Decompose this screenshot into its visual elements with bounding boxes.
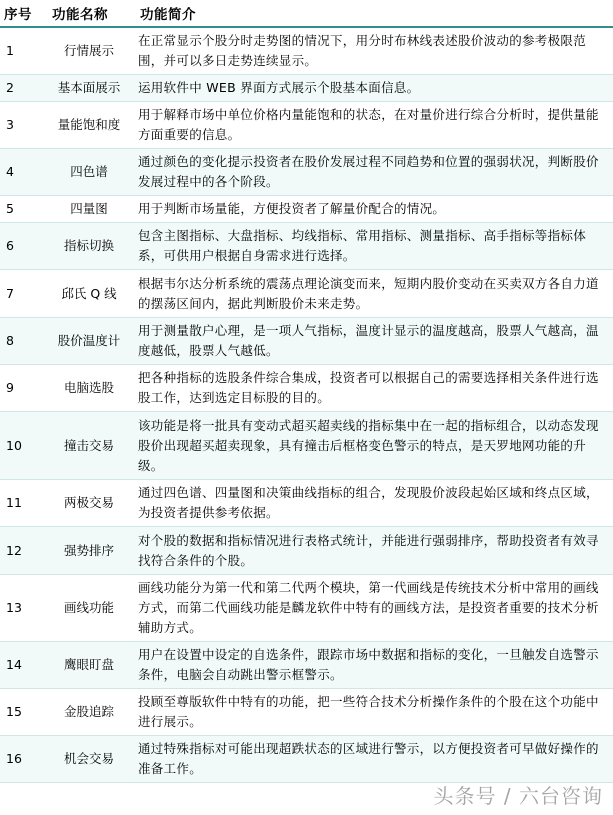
table-body xyxy=(0,27,613,783)
feature-description: 用于测量散户心理，是一项人气指标，温度计显示的温度越高，股票人气越高，温度越低，股票人气越低。 xyxy=(136,318,613,365)
feature-name: 量能饱和度 xyxy=(42,102,136,149)
table-row xyxy=(0,223,613,270)
header-no: 序号 xyxy=(0,0,42,27)
row-number: 5 xyxy=(0,196,42,223)
table-header xyxy=(0,0,613,27)
table-row xyxy=(0,736,613,783)
feature-name: 股价温度计 xyxy=(42,318,136,365)
table-row xyxy=(0,527,613,575)
feature-description: 用于解释市场中单位价格内量能饱和的状态，在对量价进行综合分析时，提供量能方面重要的信息。 xyxy=(136,102,613,149)
table-row xyxy=(0,102,613,149)
table-row xyxy=(0,318,613,365)
feature-description: 该功能是将一批具有变动式超买超卖线的指标集中在一起的指标组合，以动态发现股价出现超买超卖现象，具有撞击后框格变色警示的特点，是天罗地网功能的升级。 xyxy=(136,412,613,480)
row-number: 8 xyxy=(0,318,42,365)
table-row xyxy=(0,270,613,318)
feature-name: 撞击交易 xyxy=(42,412,136,480)
row-number: 9 xyxy=(0,365,42,412)
feature-name: 四色谱 xyxy=(42,149,136,196)
feature-name: 四量图 xyxy=(42,196,136,223)
row-number: 14 xyxy=(0,642,42,689)
feature-description: 运用软件中 WEB 界面方式展示个股基本面信息。 xyxy=(136,75,613,102)
feature-description: 通过特殊指标对可能出现超跌状态的区域进行警示，以方便投资者可早做好操作的准备工作。 xyxy=(136,736,613,783)
row-number: 2 xyxy=(0,75,42,102)
feature-name: 基本面展示 xyxy=(42,75,136,102)
feature-name: 指标切换 xyxy=(42,223,136,270)
table-row xyxy=(0,412,613,480)
feature-name: 画线功能 xyxy=(42,575,136,642)
feature-description: 投顾至尊版软件中特有的功能，把一些符合技术分析操作条件的个股在这个功能中进行展示。 xyxy=(136,689,613,736)
feature-name: 鹰眼盯盘 xyxy=(42,642,136,689)
feature-name: 邱氏 Q 线 xyxy=(42,270,136,318)
row-number: 16 xyxy=(0,736,42,783)
row-number: 10 xyxy=(0,412,42,480)
feature-description: 在正常显示个股分时走势图的情况下，用分时布林线表述股价波动的参考极限范围，并可以多日走势连续显示。 xyxy=(136,27,613,75)
row-number: 12 xyxy=(0,527,42,575)
table-row xyxy=(0,149,613,196)
feature-description: 对个股的数据和指标情况进行表格式统计，并能进行强弱排序，帮助投资者有效寻找符合条件的个股。 xyxy=(136,527,613,575)
table-row xyxy=(0,27,613,75)
header-desc: 功能简介 xyxy=(136,0,613,27)
feature-name: 行情展示 xyxy=(42,27,136,75)
row-number: 1 xyxy=(0,27,42,75)
header-name: 功能名称 xyxy=(42,0,136,27)
feature-description: 包含主图指标、大盘指标、均线指标、常用指标、测量指标、高手指标等指标体系，可供用户根据自身需求进行选择。 xyxy=(136,223,613,270)
row-number: 15 xyxy=(0,689,42,736)
row-number: 7 xyxy=(0,270,42,318)
table-row xyxy=(0,365,613,412)
feature-name: 强势排序 xyxy=(42,527,136,575)
row-number: 6 xyxy=(0,223,42,270)
table-row xyxy=(0,480,613,527)
feature-name: 机会交易 xyxy=(42,736,136,783)
table-row xyxy=(0,689,613,736)
feature-name: 电脑选股 xyxy=(42,365,136,412)
watermark: 头条号 / 六台咨询 xyxy=(433,784,603,808)
feature-description: 通过四色谱、四量图和决策曲线指标的组合，发现股价波段起始区域和终点区域，为投资者提供参考依据。 xyxy=(136,480,613,527)
row-number: 11 xyxy=(0,480,42,527)
table-row xyxy=(0,575,613,642)
table-row xyxy=(0,642,613,689)
row-number: 13 xyxy=(0,575,42,642)
row-number: 3 xyxy=(0,102,42,149)
feature-description: 用户在设置中设定的自选条件，跟踪市场中数据和指标的变化，一旦触发自选警示条件，电脑会自动跳出警示框警示。 xyxy=(136,642,613,689)
header-row xyxy=(0,0,613,27)
feature-description: 画线功能分为第一代和第二代两个模块，第一代画线是传统技术分析中常用的画线方式，而第二代画线功能是麟龙软件中特有的画线方法，是投资者重要的技术分析辅助方式。 xyxy=(136,575,613,642)
feature-name: 两极交易 xyxy=(42,480,136,527)
table-row xyxy=(0,196,613,223)
table-row xyxy=(0,75,613,102)
feature-description: 根据韦尔达分析系统的震荡点理论演变而来，短期内股价变动在买卖双方各自力道的摆荡区间内，据此判断股价未来走势。 xyxy=(136,270,613,318)
feature-description: 通过颜色的变化提示投资者在股价发展过程不同趋势和位置的强弱状况，判断股价发展过程中的各个阶段。 xyxy=(136,149,613,196)
row-number: 4 xyxy=(0,149,42,196)
feature-name: 金股追踪 xyxy=(42,689,136,736)
feature-description: 用于判断市场量能，方便投资者了解量价配合的情况。 xyxy=(136,196,613,223)
feature-description: 把各种指标的选股条件综合集成，投资者可以根据自己的需要选择相关条件进行选股工作，达到选定目标股的目的。 xyxy=(136,365,613,412)
